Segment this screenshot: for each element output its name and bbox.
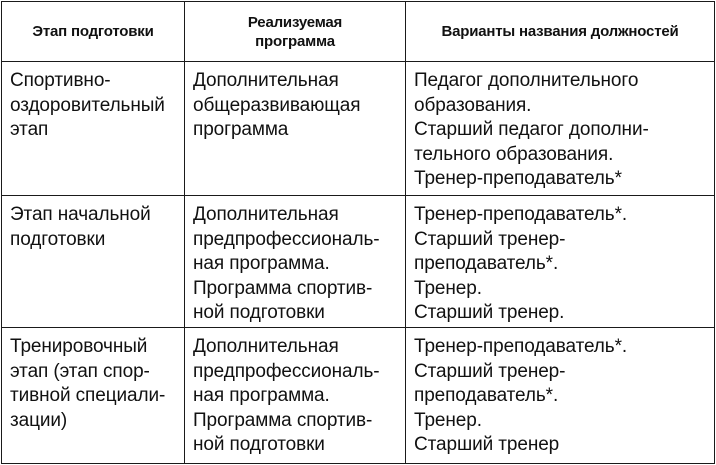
cell-line: Тренер-преподаватель*. — [414, 204, 628, 225]
program-cell — [185, 196, 406, 328]
cell-line: предпрофессиональ- — [193, 360, 380, 382]
program-cell — [185, 62, 406, 196]
stage-cell — [2, 196, 185, 328]
cell-line: ной подготовки — [193, 434, 325, 455]
cell-line: Тренировочный — [10, 336, 148, 357]
header-stage — [2, 2, 185, 62]
stage-cell — [2, 62, 185, 196]
cell-line: общеразвивающая — [193, 94, 361, 116]
cell-line: Педагог дополнительного — [414, 70, 639, 91]
cell-line: зации) — [10, 409, 68, 431]
cell-line: тельного образования. — [414, 143, 614, 165]
header-positions-line: Варианты названия должностей — [441, 23, 679, 40]
cell-line: Тренер. — [414, 277, 482, 299]
cell-line: подготовки — [10, 228, 106, 250]
cell-line: Дополнительная — [193, 204, 339, 225]
cell-line: предпрофессиональ- — [193, 228, 380, 250]
cell-line: Дополнительная — [193, 70, 339, 91]
program-cell — [185, 328, 406, 464]
cell-line: этап (этап спор- — [10, 360, 150, 382]
header-program-line: Реализуемая — [247, 13, 343, 31]
table-row — [2, 328, 715, 464]
cell-line: Старший тренер — [414, 434, 560, 455]
cell-line: программа — [193, 119, 289, 140]
positions-table — [1, 1, 715, 464]
table-row — [2, 62, 715, 196]
table-row — [2, 196, 715, 328]
cell-line: Старший педагог дополни- — [414, 119, 649, 140]
cell-line: Программа спортив- — [193, 409, 373, 431]
cell-line: ной подготовки — [193, 302, 325, 323]
positions-cell — [406, 62, 715, 196]
header-program-line: программа — [255, 32, 335, 50]
cell-line: образования. — [414, 94, 532, 116]
cell-line: тивной специали- — [10, 385, 166, 406]
cell-line: оздоровительный — [10, 94, 165, 116]
cell-line: преподаватель*. — [414, 385, 559, 406]
cell-line: Тренер-преподаватель* — [414, 168, 622, 189]
cell-line: Тренер. — [414, 409, 482, 431]
cell-line: Старший тренер- — [414, 360, 566, 382]
header-program — [185, 2, 406, 62]
positions-cell — [406, 196, 715, 328]
cell-line: Этап начальной — [10, 204, 151, 225]
cell-line: Спортивно- — [10, 70, 111, 91]
cell-line: ная программа. — [193, 253, 330, 274]
header-positions — [406, 2, 715, 62]
cell-line: преподаватель*. — [414, 253, 559, 274]
positions-cell — [406, 328, 715, 464]
cell-line: Программа спортив- — [193, 277, 373, 299]
cell-line: Дополнительная — [193, 336, 339, 357]
header-stage-line: Этап подготовки — [32, 23, 154, 40]
cell-line: этап — [10, 119, 49, 140]
cell-line: Старший тренер- — [414, 228, 566, 250]
cell-line: ная программа. — [193, 385, 330, 406]
stage-cell — [2, 328, 185, 464]
cell-line: Тренер-преподаватель*. — [414, 336, 628, 357]
header-row — [2, 2, 715, 62]
cell-line: Старший тренер. — [414, 302, 565, 323]
